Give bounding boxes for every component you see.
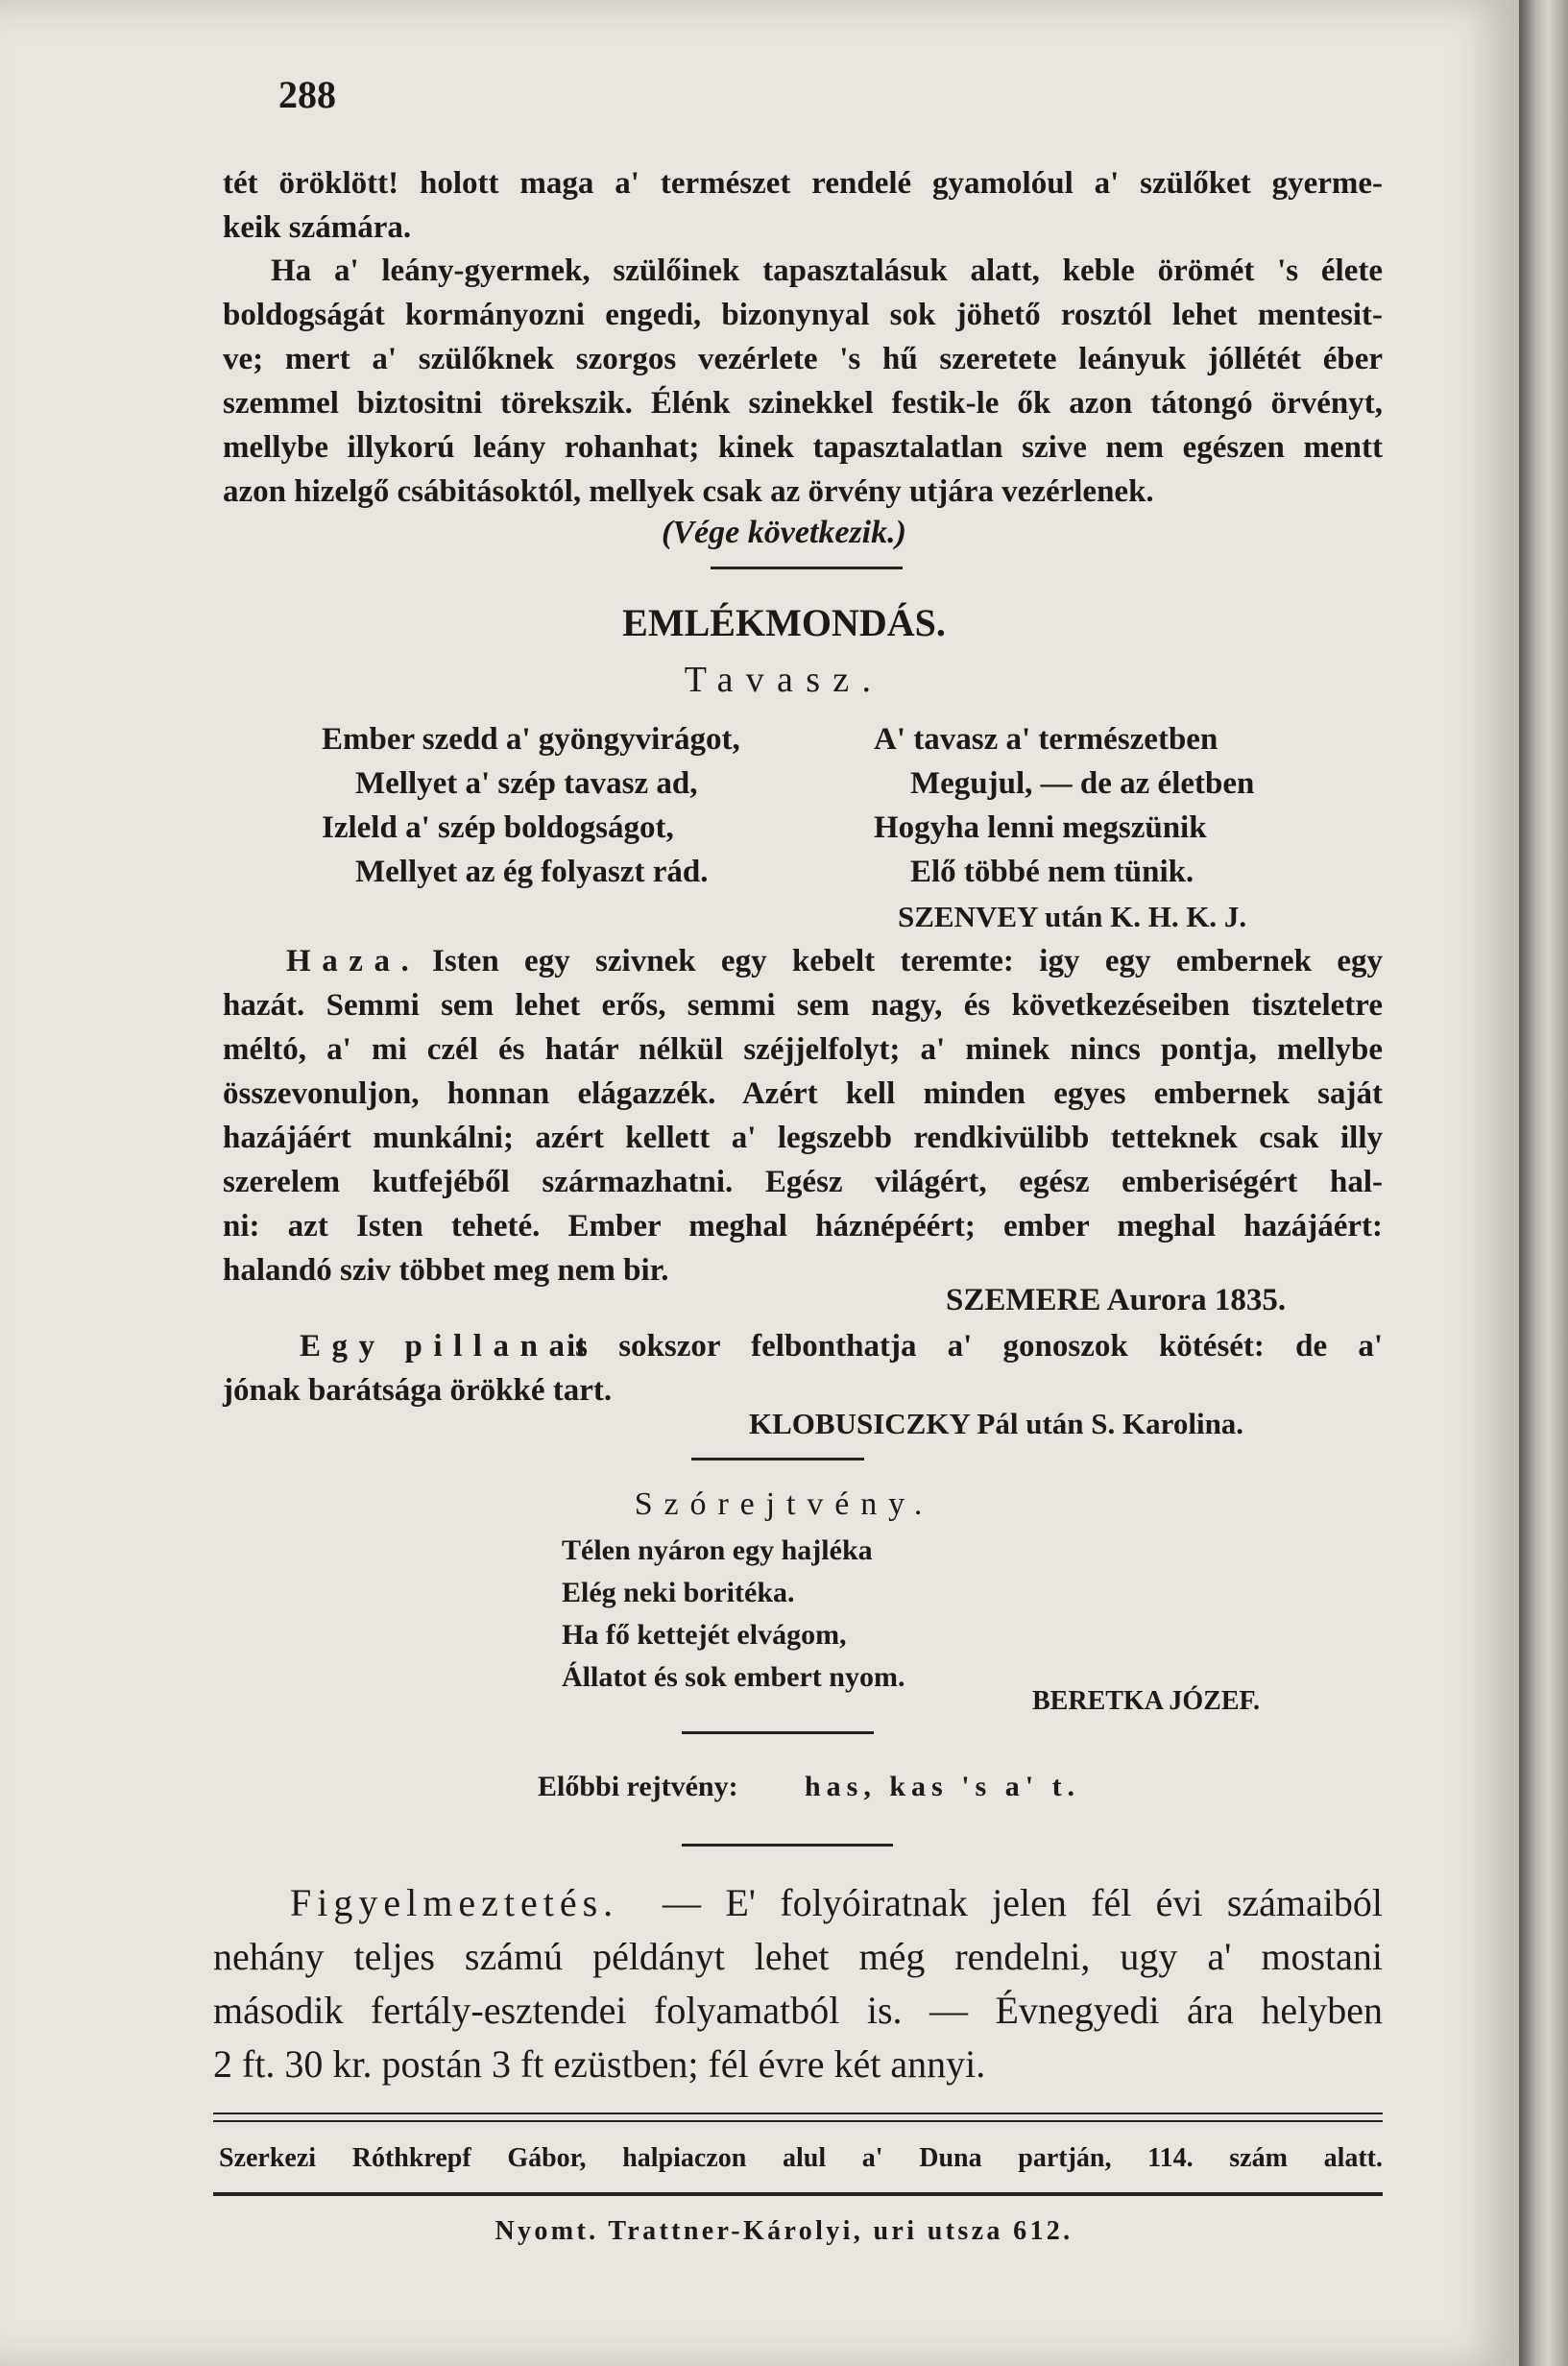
poem-title: Tavasz.	[684, 660, 884, 700]
text-line: összevonuljon, honnan elágazzék. Azért kell minden egyes embernek saját	[223, 1076, 1383, 1111]
pillanat-attribution: KLOBUSICZKY Pál után S. Karolina.	[749, 1407, 1244, 1440]
poem-line: Hogyha lenni megszünik	[874, 810, 1207, 845]
notice-keyword: Figyelmeztetés.	[290, 1881, 619, 1924]
text-line: hazájáért munkálni; azért kellett a' legszebb rendkivülibb tetteknek csak illy	[223, 1121, 1383, 1155]
previous-riddle-answer: has, kas 's a' t.	[805, 1771, 1081, 1802]
double-rule	[213, 2120, 1383, 2122]
divider	[682, 1844, 893, 1847]
text-line: szerelem kutfejéből származhatni. Egész világért, egész emberiségért hal-	[223, 1165, 1383, 1199]
riddle-attribution: BERETKA JÓZEF.	[1032, 1686, 1261, 1716]
text-line: tét öröklött! holott maga a' természet rendelé gyamolóul a' szülőket gyerme-	[223, 166, 1383, 201]
riddle-line: Elég neki boritéka.	[562, 1577, 795, 1608]
text-line: halandó sziv többet meg nem bir.	[223, 1253, 669, 1288]
text-line: is sokszor felbonthatja a' gonoszok kötését: de a'	[567, 1329, 1383, 1364]
poem-line: Elő többé nem tünik.	[910, 855, 1194, 889]
poem-line: Ember szedd a' gyöngyvirágot,	[322, 722, 740, 757]
riddle-line: Ha fő kettejét elvágom,	[562, 1619, 847, 1651]
riddle-title: Szórejtvény.	[634, 1486, 934, 1522]
text-line: méltó, a' mi czél és határ nélkül széjjelfolyt; a' minek nincs pontja, mellybe	[223, 1032, 1383, 1067]
riddle-line: Állatot és sok embert nyom.	[562, 1661, 905, 1693]
double-rule	[213, 2112, 1383, 2114]
text-line: Isten egy szivnek egy kebelt teremte: igy egy embernek egy	[432, 944, 1383, 978]
page-number: 288	[278, 73, 336, 116]
haza-keyword: Haza.	[286, 944, 421, 978]
poem-line: A' tavasz a' természetben	[874, 722, 1218, 757]
text-line: jónak barátsága örökké tart.	[223, 1373, 613, 1408]
text-line: — E' folyóiratnak jelen fél évi számaiból	[663, 1881, 1383, 1924]
divider	[711, 567, 903, 569]
text-line: második fertály-esztendei folyamatból is. — Évnegyedi ára helyben	[213, 1989, 1383, 2032]
text-line: Ha a' leány-gyermek, szülőinek tapasztalásuk alatt, keble örömét 's élete	[271, 254, 1383, 288]
text-line: keik számára.	[223, 210, 412, 245]
poem-line: Mellyet az ég folyaszt rád.	[355, 855, 709, 889]
page-edge-shadow	[1519, 0, 1568, 2366]
text-line: ni: azt Isten teheté. Ember meghal háznépéért; ember meghal hazájáért:	[223, 1209, 1383, 1243]
haza-attribution: SZEMERE Aurora 1835.	[946, 1283, 1287, 1317]
text-line: 2 ft. 30 kr. postán 3 ft ezüstben; fél évre két annyi.	[213, 2042, 986, 2086]
section-title: EMLÉKMONDÁS.	[622, 601, 946, 644]
text-line: hazát. Semmi sem lehet erős, semmi sem nagy, és következéseiben tiszteletre	[223, 988, 1383, 1023]
text-line: azon hizelgő csábitásoktól, mellyek csak az örvény utjára vezérlenek.	[223, 474, 1154, 509]
poem-attribution: SZENVEY után K. H. K. J.	[898, 900, 1247, 933]
editor-line: Szerkezi Róthkrepf Gábor, halpiaczon alul a' Duna partján, 114. szám alatt.	[219, 2143, 1383, 2173]
poem-line: Megujul, — de az életben	[910, 766, 1255, 801]
divider	[691, 1458, 864, 1461]
poem-line: Mellyet a' szép tavasz ad,	[355, 766, 698, 801]
text-line: ve; mert a' szülőknek szorgos vezérlete 's hű szeretete leányuk jóllétét éber	[223, 342, 1383, 376]
previous-riddle-label: Előbbi rejtvény:	[538, 1771, 738, 1802]
divider	[682, 1731, 874, 1734]
text-line: nehány teljes számú példányt lehet még rendelni, ugy a' mostani	[213, 1935, 1383, 1978]
text-line: mellybe illykorú leány rohanhat; kinek tapasztalatlan szive nem egészen mentt	[223, 430, 1383, 465]
poem-line: Izleld a' szép boldogságot,	[322, 810, 674, 845]
riddle-line: Télen nyáron egy hajléka	[562, 1534, 873, 1566]
to-be-continued: (Vége következik.)	[662, 515, 906, 550]
printer-line: Nyomt. Trattner-Károlyi, uri utsza 612.	[495, 2216, 1073, 2246]
text-line: boldogságát kormányozni engedi, bizonynyal sok jöhető rosztól lehet mentesit-	[223, 298, 1383, 332]
footer-rule	[213, 2192, 1383, 2196]
text-line: szemmel biztositni törekszik. Élénk szinekkel festik-le ők azon tátongó örvényt,	[223, 386, 1383, 421]
pillanat-keyword: Egy pillanat	[300, 1329, 598, 1364]
